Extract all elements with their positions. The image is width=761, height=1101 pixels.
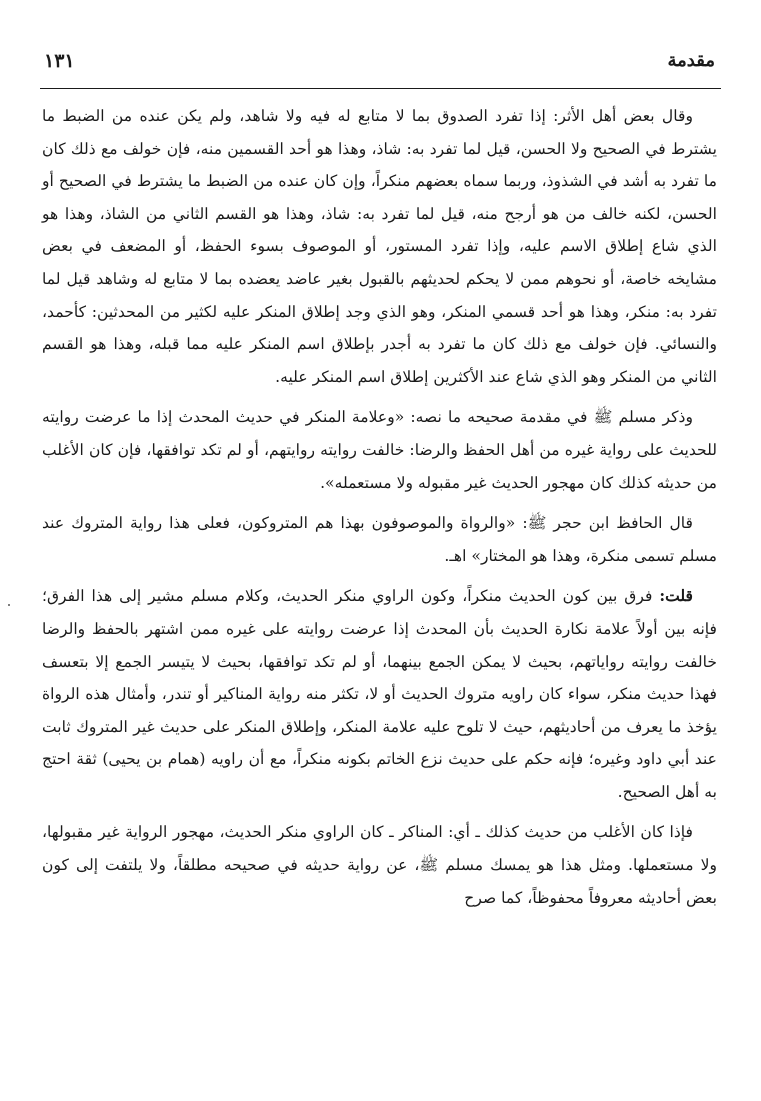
paragraph-2: وذكر مسلم ﷺ في مقدمة صحيحه ما نصه: «وعلامة المنكر في حديث المحدث إذا ما عرضت روايته للحديث على رواية غيره من أهل الحفظ والرضا: خالفت روايته روايتهم، أو لم تكد توافقها، فإن كان الأغلب من حديثه كذلك كان مهجور الحديث غير مقبوله ولا مستعمله». <box>42 408 717 492</box>
running-header <box>40 40 721 80</box>
paragraph-4-text: فرق بين كون الحديث منكراً، وكون الراوي منكر الحديث، وكلام مسلم مشير إلى هذا الفرق؛ فإنه بين أولاً علامة نكارة الحديث بأن المحدث إذا عرضت روايته على غيره ممن اشتهر بالحفظ والرضا خالفت روايته رواياتهم، بحيث لا يمكن الجمع بينهما، أو لم تكد توافقها، بحيث لا يتيسر الجمع إلا بتعسف فهذا حديث منكر، سواء كان راويه متروك الحديث أو لا، تكثر منه رواية المناكير أو تندر، وأمثال هذه الرواة يؤخذ ما يعرف من أحاديثهم، حيث لا تلوح عليه علامة المنكر، وإطلاق المنكر على حديث غير المتروك ثابت عند أبي داود وغيره؛ فإنه حكم على حديث نزع الخاتم بكونه منكراً، مع أن راويه (همام بن يحيى) ثقة احتج به أهل الصحيح. <box>42 587 717 801</box>
paragraph-3: قال الحافظ ابن حجر ﷺ: «والرواة والموصوفون بهذا هم المتروكون، فعلى هذا رواية المتروك عند مسلم تسمى منكرة، وهذا هو المختار» اهـ. <box>42 514 717 565</box>
qultu-lead-word: قلت: <box>659 586 693 606</box>
body-text <box>42 100 717 914</box>
chapter-title: مقدمة <box>667 50 715 71</box>
scan-speck <box>8 604 10 606</box>
paragraph-5: فإذا كان الأغلب من حديث كذلك ـ أي: المناكر ـ كان الراوي منكر الحديث، مهجور الرواية غير مقبولها، ولا مستعملها. ومثل هذا هو يمسك مسلم ﷺ، عن رواية حديثه في صحيحه مطلقاً، ولا يلتفت إلى كون بعض أحاديثه معروفاً محفوظاً، كما صرح <box>42 823 717 907</box>
header-divider <box>40 88 721 89</box>
paragraph-4 <box>42 580 717 808</box>
paragraph-1: وقال بعض أهل الأثر: إذا تفرد الصدوق بما لا متابع له فيه ولا شاهد، ولم يكن عنده من الضبط ما يشترط في الصحيح ولا الحسن، قيل لما تفرد به: شاذ، وهذا هو أحد القسمين منه، فإن خولف مع ذلك كان ما تفرد به أشد في الشذوذ، وربما سماه بعضهم منكراً، وإن كان عنده من الضبط ما يشترط في الصحيح أو الحسن، لكنه خالف من هو أرجح منه، قيل لما تفرد به: شاذ، وهذا هو القسم الثاني من الشاذ، وهذا هو الذي شاع إطلاق الاسم عليه، وإذا تفرد المستور، أو الموصوف بسوء الحفظ، أو المضعف في بعض مشايخه خاصة، أو نحوهم ممن لا يحكم لحديثهم بالقبول بغير عاضد يعضده بما لا متابع له وشاهد قيل لما تفرد به: منكر، وهذا هو أحد قسمي المنكر، وهو الذي وجد إطلاق المنكر عليه لكثير من المحدثين: كأحمد، والنسائي. فإن خولف مع ذلك كان ما تفرد به أجدر بإطلاق اسم المنكر عليه مما قبله، وهذا هو القسم الثاني من المنكر وهو الذي شاع عند الأكثرين إطلاق اسم المنكر عليه. <box>42 107 717 386</box>
page-number: ١٣١ <box>44 50 75 72</box>
